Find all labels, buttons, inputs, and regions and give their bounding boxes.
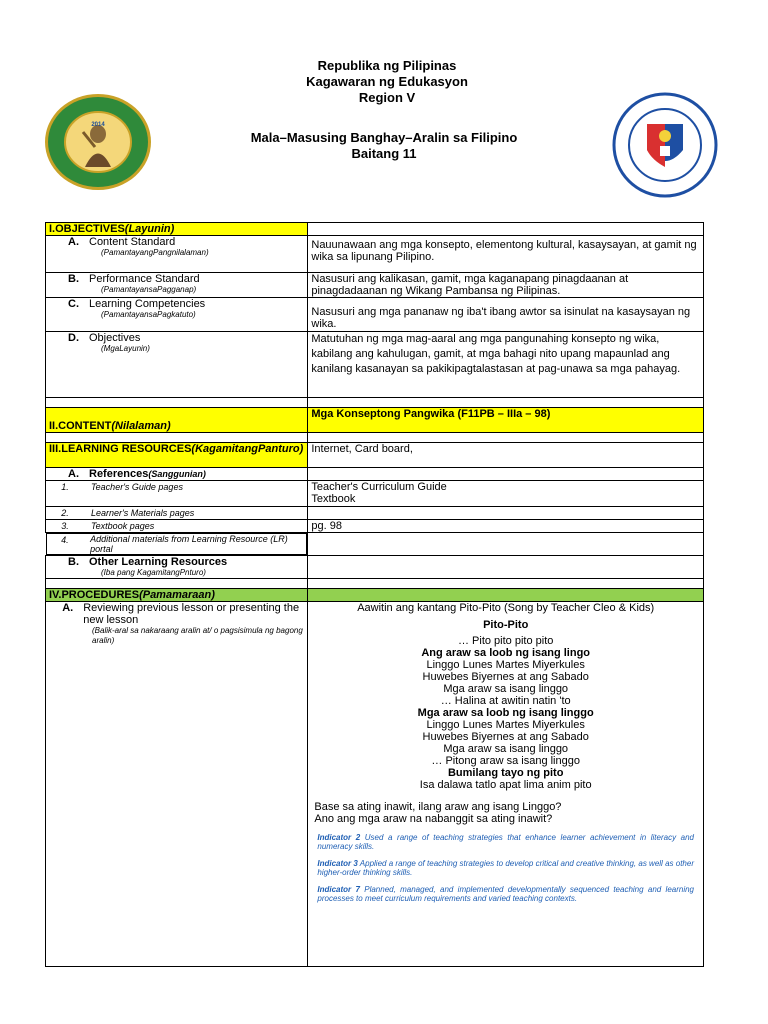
objectives-label: Objectives	[89, 332, 141, 344]
lr-portal-label: Additional materials from Learning Resource (LR) portal	[90, 534, 288, 554]
resources-heading-row	[46, 443, 704, 468]
lyric-line: … Halina at awitin natin 'to	[440, 695, 571, 707]
lyric-line: Mga araw sa loob ng isang linggo	[417, 707, 594, 719]
spacer-row	[46, 579, 704, 589]
lyric-line: Huwebes Biyernes at ang Sabado	[422, 671, 589, 683]
textbook-pages-value: pg. 98	[308, 520, 704, 533]
song-intro: Aawitin ang kantang Pito-Pito (Song by Teacher Cleo & Kids)	[357, 602, 655, 614]
lyric-line: Mga araw sa isang linggo	[443, 743, 569, 755]
header-republic: Republika ng Pilipinas	[317, 58, 457, 73]
objectives-heading-row	[46, 223, 704, 236]
document-title	[0, 130, 768, 162]
spacer-row	[46, 398, 704, 408]
procedures-heading-row	[46, 589, 704, 602]
header-region: Region V	[358, 90, 416, 105]
lyric-line: Ang araw sa loob ng isang lingo	[421, 647, 591, 659]
document-header	[0, 58, 768, 106]
textbook-value: Textbook	[311, 493, 356, 505]
content-heading: II.CONTENT(Nilalaman)	[46, 408, 308, 433]
references-row: A. References(Sanggunian)	[46, 468, 704, 481]
indicator-2: Indicator 2 Used a range of teaching strategies that enhance learner achievement in literacy and numeracy skills.	[317, 833, 695, 851]
lyric-line: Isa dalawa tatlo apat lima anim pito	[419, 779, 592, 791]
references-label: References	[89, 468, 149, 480]
content-value: Mga Konseptong Pangwika (F11PB – IIIa – 98)	[308, 408, 704, 433]
discussion-questions	[311, 801, 700, 825]
other-resources-label: Other Learning Resources	[89, 556, 228, 568]
indicator-7: Indicator 7 Planned, managed, and implemented developmentally sequenced teaching and learning processes to meet curriculum requirements and varied teaching contexts.	[317, 885, 695, 903]
header-department: Kagawaran ng Edukasyon	[306, 74, 468, 89]
teachers-guide-row: 1. Teacher's Guide pages Teacher's Curriculum Guide Textbook	[46, 481, 704, 507]
content-standard-label: Content Standard	[89, 236, 176, 248]
song-lyrics	[311, 635, 700, 791]
content-heading-row	[46, 408, 704, 433]
reviewing-lesson-row: A. Reviewing previous lesson or presenting the new lesson (Balik-aral sa nakaraang aralin at/ o pagsisimula ng bagong aralin) Aawitin ang kantang Pito-Pito (Song by Teacher Cleo & Kids) Pito-Pito … Pito pito pito pito Ang araw sa loob ng isang lingo Linggo Lunes Martes Miyerkules Huwebes Biyernes at ang Sabado Mga araw sa isang linggo … Halina at awitin natin 'to Mga araw sa loob ng isang linggo Linggo Lunes Martes Miyerkules Huwebes Biyernes at ang Sabado Mga araw sa isang linggo … Pitong araw sa isang linggo Bumilang tayo ng pito Isa dalawa tatlo apat lima anim pito Base sa ating inawit, ilang araw ang isang Linggo? Ano ang mga araw na nabanggit sa ating inawit? Indicator 2 Used a range of teaching strategies that enhance learner achievement in literacy and numeracy skills. Indicator 3 Applied a range of teaching strategies to develop critical and creative thinking, as well as other higher-order thinking skills. Indicator 7 Planned, managed, and implemented developmentally sequenced teaching and learning processes to meet curriculum requirements and varied teaching contexts.	[46, 602, 704, 967]
lesson-plan-table	[45, 222, 704, 967]
title-plan: Mala–Masusing Banghay–Aralin sa Filipino	[250, 130, 518, 145]
lyric-line: Mga araw sa isang linggo	[443, 683, 569, 695]
learners-materials-label: Learner's Materials pages	[91, 508, 195, 518]
content-standard-row: A. Content Standard (PamantayangPangnilalaman) Nauunawaan ang mga konsepto, elementong kultural, kasaysayan, at gamit ng wika sa lipunang Pilipino.	[46, 236, 704, 273]
question-1: Base sa ating inawit, ilang araw ang isang Linggo?	[314, 801, 562, 813]
content-standard-value: Nauunawaan ang mga konsepto, elementong kultural, kasaysayan, at gamit ng wika sa lipunang Pilipino.	[308, 236, 704, 273]
spacer-row	[46, 433, 704, 443]
title-grade: Baitang 11	[351, 146, 417, 161]
reviewing-lesson-label: Reviewing previous lesson or presenting the new lesson	[83, 602, 300, 626]
lr-portal-row: 4. Additional materials from Learning Resource (LR) portal	[46, 533, 704, 556]
objectives-heading: I.OBJECTIVES(Layunin)	[46, 223, 308, 236]
learning-competencies-value: Nasusuri ang mga pananaw ng iba't ibang awtor sa isinulat na kasaysayan ng wika.	[308, 298, 704, 332]
learning-competencies-label: Learning Competencies	[89, 298, 206, 310]
performance-standard-value: Nasusuri ang kalikasan, gamit, mga kaganapang pinagdaanan at pinagdadaanan ng Wikang Pambansa ng Pilipinas.	[308, 273, 704, 298]
procedures-heading: IV.PROCEDURES(Pamamaraan)	[46, 589, 308, 602]
other-resources-row: B. Other Learning Resources (Iba pang KagamitangPnturo)	[46, 556, 704, 579]
lyric-line: Huwebes Biyernes at ang Sabado	[422, 731, 589, 743]
lyric-line: … Pitong araw sa isang linggo	[431, 755, 580, 767]
lyric-line: Linggo Lunes Martes Miyerkules	[426, 659, 585, 671]
resources-heading: III.LEARNING RESOURCES(KagamitangPanturo)	[46, 443, 308, 468]
lyric-line: Linggo Lunes Martes Miyerkules	[426, 719, 585, 731]
textbook-pages-label: Textbook pages	[91, 521, 155, 531]
question-2: Ano ang mga araw na nabanggit sa ating inawit?	[314, 813, 553, 825]
seal-year: 2014	[91, 122, 105, 128]
objectives-value: Matutuhan ng mga mag-aaral ang mga pangunahing konsepto ng wika, kabilang ang kahulugan, gamit, at mga bahagi nito upang mapaunlad ang kanilang kasanayan sa pakikipagtalastasan at pag-unawa sa mga pahayag.	[308, 332, 704, 398]
resources-heading-value: Internet, Card board,	[308, 443, 704, 468]
song-title: Pito-Pito	[483, 619, 529, 631]
lyric-line: Bumilang tayo ng pito	[447, 767, 564, 779]
lyric-line: … Pito pito pito pito	[457, 635, 554, 647]
learning-competencies-row: C. Learning Competencies (PamantayansaPagkatuto) Nasusuri ang mga pananaw ng iba't ibang awtor sa isinulat na kasaysayan ng wika.	[46, 298, 704, 332]
performance-standard-row: B. Performance Standard (PamantayansaPagganap) Nasusuri ang kalikasan, gamit, mga kaganapang pinagdaanan at pinagdadaanan ng Wikang Pambansa ng Pilipinas.	[46, 273, 704, 298]
indicator-3: Indicator 3 Applied a range of teaching strategies to develop critical and creative thinking, as well as other higher-order thinking skills.	[317, 859, 694, 877]
textbook-pages-row: 3. Textbook pages pg. 98	[46, 520, 704, 533]
teachers-guide-label: Teacher's Guide pages	[91, 482, 183, 492]
learners-materials-row: 2. Learner's Materials pages	[46, 507, 704, 520]
objectives-row: D. Objectives (MgaLayunin) Matutuhan ng mga mag-aaral ang mga pangunahing konsepto ng wika, kabilang ang kahulugan, gamit, at mga bahagi nito upang mapaunlad ang kanilang kasanayan sa pakikipagtalastasan at pag-unawa sa mga pahayag.	[46, 332, 704, 398]
teachers-guide-value: Teacher's Curriculum Guide	[311, 481, 447, 493]
performance-standard-label: Performance Standard	[89, 273, 200, 285]
